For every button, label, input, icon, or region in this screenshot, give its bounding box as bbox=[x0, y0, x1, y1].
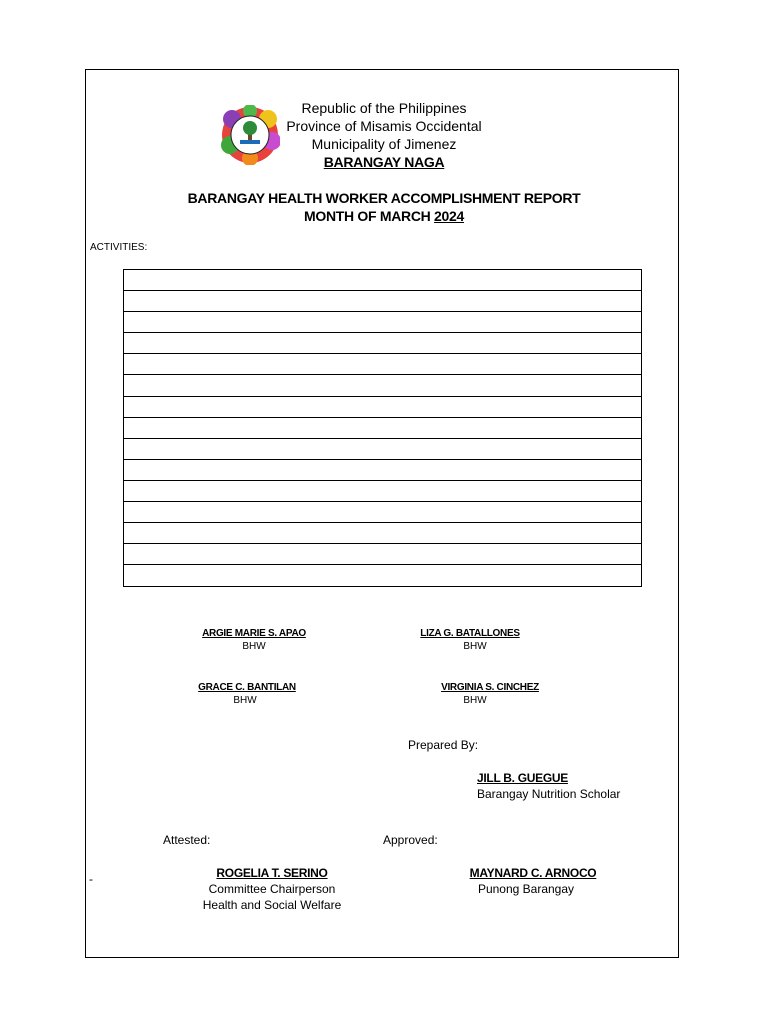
approved-role: Punong Barangay bbox=[477, 882, 575, 896]
activity-row bbox=[124, 439, 641, 460]
bhw-name-1: ARGIE MARIE S. APAO bbox=[202, 628, 306, 639]
attested-role-1: Committee Chairperson bbox=[208, 882, 336, 896]
activity-row bbox=[124, 544, 641, 565]
attested-label: Attested: bbox=[163, 833, 211, 847]
bhw-name-2: LIZA G. BATALLONES bbox=[420, 628, 520, 639]
prepared-by-label: Prepared By: bbox=[408, 738, 479, 752]
activity-row bbox=[124, 397, 641, 418]
bhw-name-4: VIRGINIA S. CINCHEZ bbox=[441, 682, 539, 693]
activity-row bbox=[124, 565, 641, 586]
header-province: Province of Misamis Occidental bbox=[286, 118, 482, 134]
activity-row bbox=[124, 481, 641, 502]
activity-row bbox=[124, 291, 641, 312]
header-republic: Republic of the Philippines bbox=[301, 100, 467, 116]
report-month: MONTH OF MARCH 2024 bbox=[304, 208, 464, 224]
activities-label: ACTIVITIES: bbox=[90, 242, 148, 253]
attested-role-2: Health and Social Welfare bbox=[202, 898, 342, 912]
header-barangay: BARANGAY NAGA bbox=[323, 154, 445, 170]
approved-label: Approved: bbox=[383, 833, 438, 847]
margin-mark: - bbox=[89, 872, 93, 886]
bhw-role-2: BHW bbox=[463, 641, 487, 652]
bhw-role-1: BHW bbox=[242, 641, 266, 652]
activity-row bbox=[124, 333, 641, 354]
activity-row bbox=[124, 270, 641, 291]
header-municipality: Municipality of Jimenez bbox=[311, 136, 457, 152]
attested-name: ROGELIA T. SERINO bbox=[216, 866, 328, 880]
prepared-by-role: Barangay Nutrition Scholar bbox=[477, 787, 621, 801]
activities-table bbox=[123, 269, 642, 587]
activity-row bbox=[124, 375, 641, 396]
prepared-by-name: JILL B. GUEGUE bbox=[477, 771, 568, 785]
bhw-role-3: BHW bbox=[233, 695, 257, 706]
activity-row bbox=[124, 460, 641, 481]
activity-row bbox=[124, 312, 641, 333]
approved-name: MAYNARD C. ARNOCO bbox=[469, 866, 597, 880]
activity-row bbox=[124, 502, 641, 523]
bhw-name-3: GRACE C. BANTILAN bbox=[198, 682, 296, 693]
report-title: BARANGAY HEALTH WORKER ACCOMPLISHMENT REPORT bbox=[187, 190, 581, 206]
report-year: 2024 bbox=[434, 208, 464, 224]
activity-row bbox=[124, 418, 641, 439]
activity-row bbox=[124, 523, 641, 544]
bhw-role-4: BHW bbox=[463, 695, 487, 706]
activity-row bbox=[124, 354, 641, 375]
